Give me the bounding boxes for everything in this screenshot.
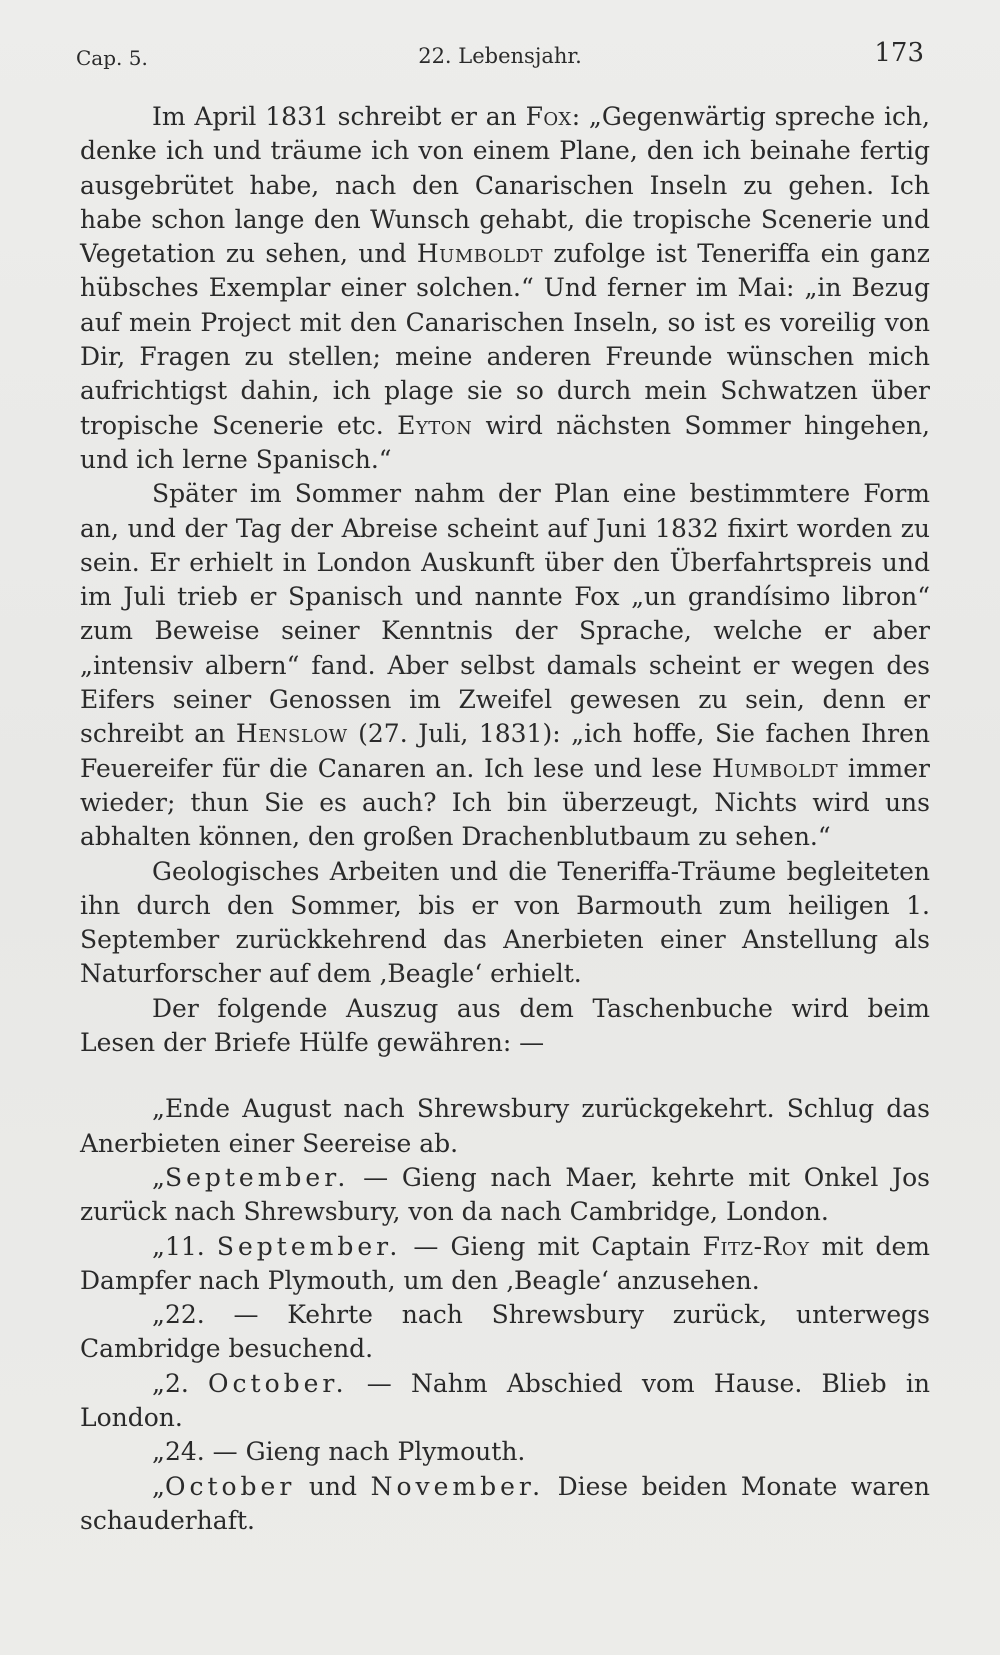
- body-text: [80, 100, 930, 1538]
- page-number: 173: [874, 38, 924, 68]
- spaced-emphasis: September.: [164, 1162, 350, 1192]
- text-run: „2.: [152, 1368, 209, 1398]
- paragraph: [80, 477, 930, 854]
- text-run: Später im Sommer nahm der Plan eine bestimmtere Form an, und der Tag der Abreise scheint auf Juni 1832 fixirt worden zu sein. Er erhielt in London Auskunft über den Überfahrtspreis und im Juli trieb er Spanisch und nannte Fox „un grandísimo libron“ zum Beweise seiner Kenntnis der Sprache, welche er aber „intensiv albern“ fand. Aber selbst damals scheint er wegen des Eifers seiner Genossen im Zweifel gewesen zu sein, denn er schreibt an: [80, 479, 930, 749]
- text-run: „11.: [152, 1231, 217, 1261]
- text-run: : „Gegenwärtig spreche ich, denke ich und träume ich von einem Plane, den ich beinahe fertig ausgebrütet habe, nach den Canarischen Inseln zu gehen. Ich habe schon lange den Wunsch gehabt, die tropische Scenerie und Vegetation zu sehen, und: [80, 102, 930, 269]
- text-run: zufolge ist Teneriffa ein ganz hübsches Exemplar einer solchen.“ Und ferner im Mai: „in Bezug auf mein Project mit den Canarischen Inseln, so ist es voreilig von Dir, Fragen zu stellen; meine anderen Freunde wünschen mich aufrichtigst dahin, ich plage sie so durch mein Schwatzen über tropische Scenerie etc.: [80, 239, 930, 440]
- spaced-emphasis: November.: [370, 1471, 545, 1501]
- name-smallcaps: Humboldt: [416, 239, 543, 269]
- text-run: „Ende August nach Shrewsbury zurückgekehrt. Schlug das Anerbieten einer Seereise ab.: [80, 1094, 930, 1158]
- text-run: — Gieng nach Maer, kehrte mit Onkel Jos zurück nach Shrewsbury, von da nach Cambridge, London.: [80, 1162, 930, 1227]
- text-run: und: [295, 1471, 371, 1501]
- name-smallcaps: Eyton: [397, 410, 473, 440]
- text-run: Geologisches Arbeiten und die Teneriffa-Träume begleiteten ihn durch den Sommer, bis er von Barmouth zum heiligen 1. September zurückkehrend das Anerbieten einer Anstellung als Naturforscher auf dem ‚Beagle‘ erhielt.: [80, 856, 930, 989]
- spaced-emphasis: September.: [216, 1231, 402, 1261]
- spaced-emphasis: October.: [208, 1368, 348, 1398]
- text-run: „: [152, 1162, 165, 1192]
- spaced-emphasis: October: [164, 1471, 296, 1501]
- diary-entry: [80, 1161, 930, 1230]
- name-smallcaps: Henslow: [235, 719, 348, 749]
- diary-entry: [80, 1367, 930, 1436]
- text-run: Diese beiden Monate waren schauderhaft.: [80, 1471, 930, 1535]
- name-smallcaps: Humboldt: [711, 753, 839, 783]
- text-run: (27. Juli, 1831): „ich hoffe, Sie fachen Ihren Feuereifer für die Canaren an. Ich lese und lese: [80, 719, 930, 783]
- name-smallcaps: Fitz-Roy: [702, 1231, 810, 1261]
- text-run: immer wieder; thun Sie es auch? Ich bin überzeugt, Nichts wird uns abhalten können, den großen Drachenblutbaum zu sehen.“: [80, 753, 930, 852]
- text-run: — Nahm Abschied vom Hause. Blieb in London.: [80, 1368, 930, 1432]
- text-run: „: [152, 1471, 165, 1501]
- section-gap: [80, 1060, 930, 1092]
- diary-entry: [80, 1435, 930, 1469]
- chapter-label: Cap. 5.: [76, 46, 148, 70]
- text-run: — Gieng mit Captain: [401, 1231, 703, 1261]
- paragraph: [80, 855, 930, 992]
- diary-entry: [80, 1092, 930, 1161]
- paragraph: [80, 100, 930, 477]
- text-run: „24. — Gieng nach Plymouth.: [152, 1437, 526, 1467]
- paragraph: [80, 992, 930, 1061]
- running-title: 22. Lebensjahr.: [418, 44, 582, 68]
- name-smallcaps: Fox: [525, 102, 572, 131]
- text-run: „22. — Kehrte nach Shrewsbury zurück, unterwegs Cambridge besuchend.: [80, 1300, 930, 1364]
- diary-entry: [80, 1298, 930, 1367]
- diary-entry: [80, 1230, 930, 1299]
- text-run: mit dem Dampfer nach Plymouth, um den ‚Beagle‘ anzusehen.: [80, 1231, 930, 1295]
- text-run: Der folgende Auszug aus dem Taschenbuche wird beim Lesen der Briefe Hülfe gewähren: —: [80, 993, 930, 1058]
- text-run: Im April 1831 schreibt er an: [152, 102, 526, 131]
- diary-entry: [80, 1470, 930, 1539]
- text-run: wird nächsten Sommer hingehen, und ich lerne Spanisch.“: [80, 410, 930, 474]
- running-header: [76, 38, 924, 78]
